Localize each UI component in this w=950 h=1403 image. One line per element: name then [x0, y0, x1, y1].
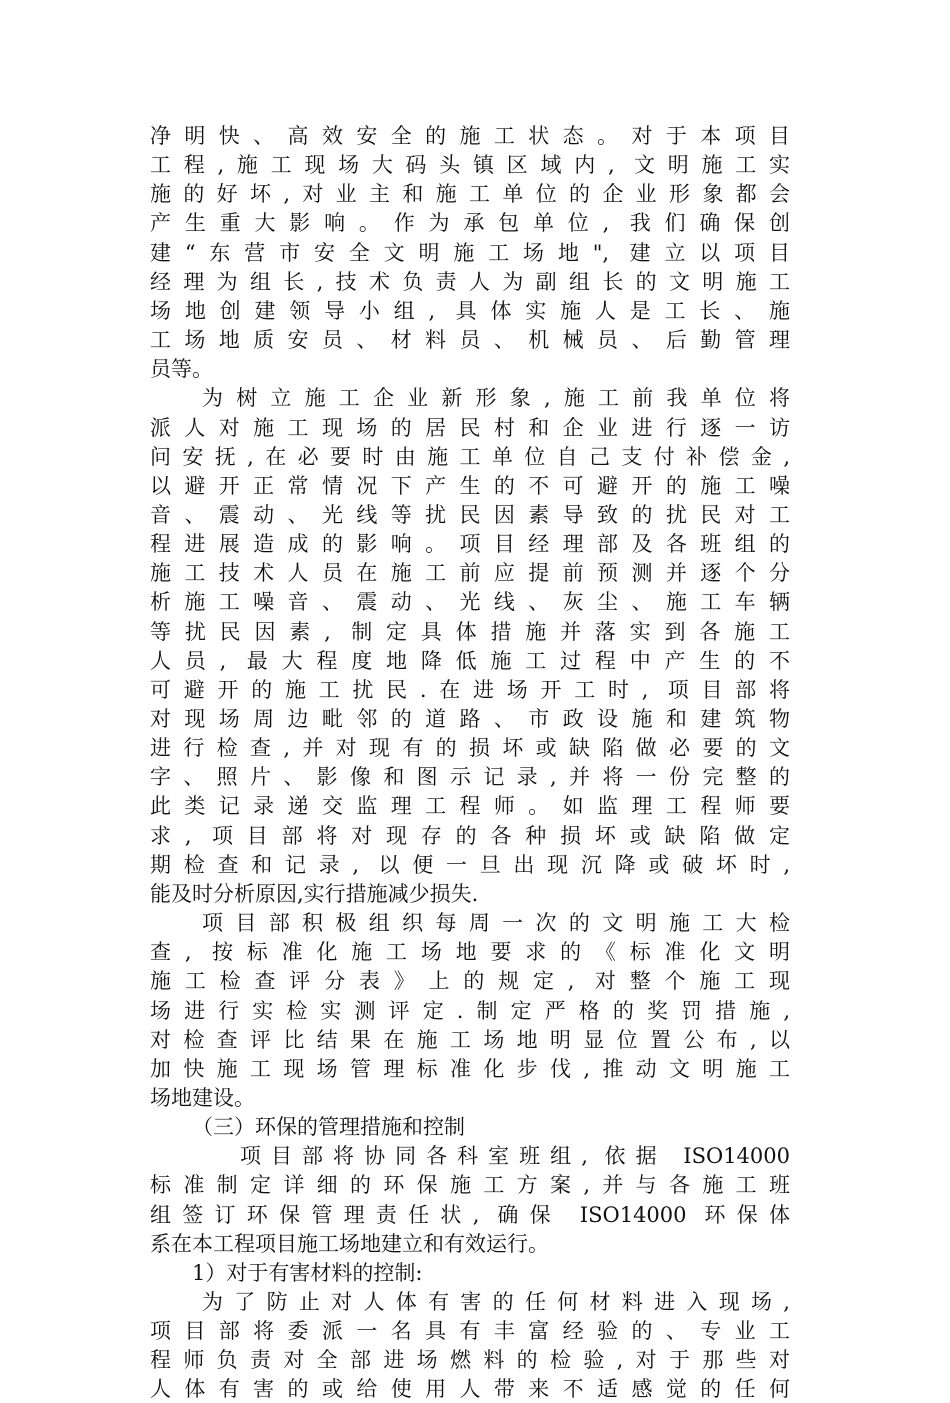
text-line: 人员, 最大程度地降低施工过程中产生的不	[150, 649, 790, 673]
text-line: 1）对于有害材料的控制:	[192, 1261, 423, 1285]
text-line: 净明快、高效安全的施工状态。对于本项目	[150, 124, 790, 148]
text-line: 加快施工现场管理标准化步伐,推动文明施工	[150, 1057, 790, 1081]
text-line: 派人对施工现场的居民村和企业进行逐一访	[150, 416, 790, 440]
text-line: 查, 按标准化施工场地要求的《标准化文明	[150, 940, 790, 964]
text-line: 经理为组长,技术负责人为副组长的文明施工	[150, 270, 790, 294]
text-line: 施工检查评分表》上的规定, 对整个施工现	[150, 969, 790, 993]
text-line: 工场地质安员、材料员、机械员、后勤管理	[150, 328, 790, 352]
text-line: 析施工噪音、震动、光线、灰尘、施工车辆	[150, 590, 790, 614]
text-line: 对检查评比结果在施工场地明显位置公布,以	[150, 1028, 790, 1052]
text-line: 等扰民因素, 制定具体措施并落实到各施工	[150, 620, 790, 644]
text-line: 为树立施工企业新形象,施工前我单位将	[202, 386, 790, 410]
text-line: 进行检查,并对现有的损坏或缺陷做必要的文	[150, 736, 790, 760]
text-line: 场地创建领导小组, 具体实施人是工长、施	[150, 299, 790, 323]
text-line: 问安抚,在必要时由施工单位自己支付补偿金,	[150, 445, 790, 469]
text-line: 员等。	[150, 357, 213, 381]
text-line: 施的好坏,对业主和施工单位的企业形象都会	[150, 182, 790, 206]
text-line: 场进行实检实测评定.制定严格的奖罚措施,	[150, 999, 790, 1023]
text-line: 产生重大影响。作为承包单位, 我们确保创	[150, 211, 790, 235]
text-line: 可避开的施工扰民.在进场开工时, 项目部将	[150, 678, 790, 702]
text-line: 期检查和记录, 以便一旦出现沉降或破坏时,	[150, 853, 790, 877]
text-line: 音、震动、光线等扰民因素导致的扰民对工	[150, 503, 790, 527]
text-line: 为了防止对人体有害的任何材料进入现场,	[202, 1290, 790, 1314]
text-line: 标准制定详细的环保施工方案,并与各施工班	[150, 1173, 790, 1197]
text-line: 场地建设。	[150, 1086, 255, 1110]
text-line: 施工技术人员在施工前应提前预测并逐个分	[150, 561, 790, 585]
text-line: 项目部积极组织每周一次的文明施工大检	[202, 911, 790, 935]
text-line: 以避开正常情况下产生的不可避开的施工噪	[150, 474, 790, 498]
text-line: 能及时分析原因,实行措施减少损失.	[150, 882, 479, 906]
text-line: 工程,施工现场大码头镇区域内, 文明施工实	[150, 153, 790, 177]
text-line: 项目部将协同各科室班组, 依据 ISO14000	[240, 1144, 790, 1168]
text-line: 项目部将委派一名具有丰富经验的、专业工	[150, 1319, 790, 1343]
text-line: 建“东营市安全文明施工场地", 建立以项目	[150, 241, 790, 265]
text-line: 人体有害的或给使用人带来不适感觉的任何	[150, 1377, 790, 1401]
text-line: 此类记录递交监理工程师。如监理工程师要	[150, 794, 790, 818]
text-line: 程师负责对全部进场燃料的检验,对于那些对	[150, 1348, 790, 1372]
text-line: 系在本工程项目施工场地建立和有效运行。	[150, 1232, 549, 1256]
text-line: 求, 项目部将对现存的各种损坏或缺陷做定	[150, 824, 790, 848]
text-line: 对现场周边毗邻的道路、市政设施和建筑物	[150, 707, 790, 731]
text-line: 组签订环保管理责任状, 确保 ISO14000 环保体	[150, 1203, 790, 1227]
text-line: 程进展造成的影响。项目经理部及各班组的	[150, 532, 790, 556]
text-line: （三）环保的管理措施和控制	[192, 1115, 465, 1139]
text-line: 字、照片、影像和图示记录,并将一份完整的	[150, 765, 790, 789]
